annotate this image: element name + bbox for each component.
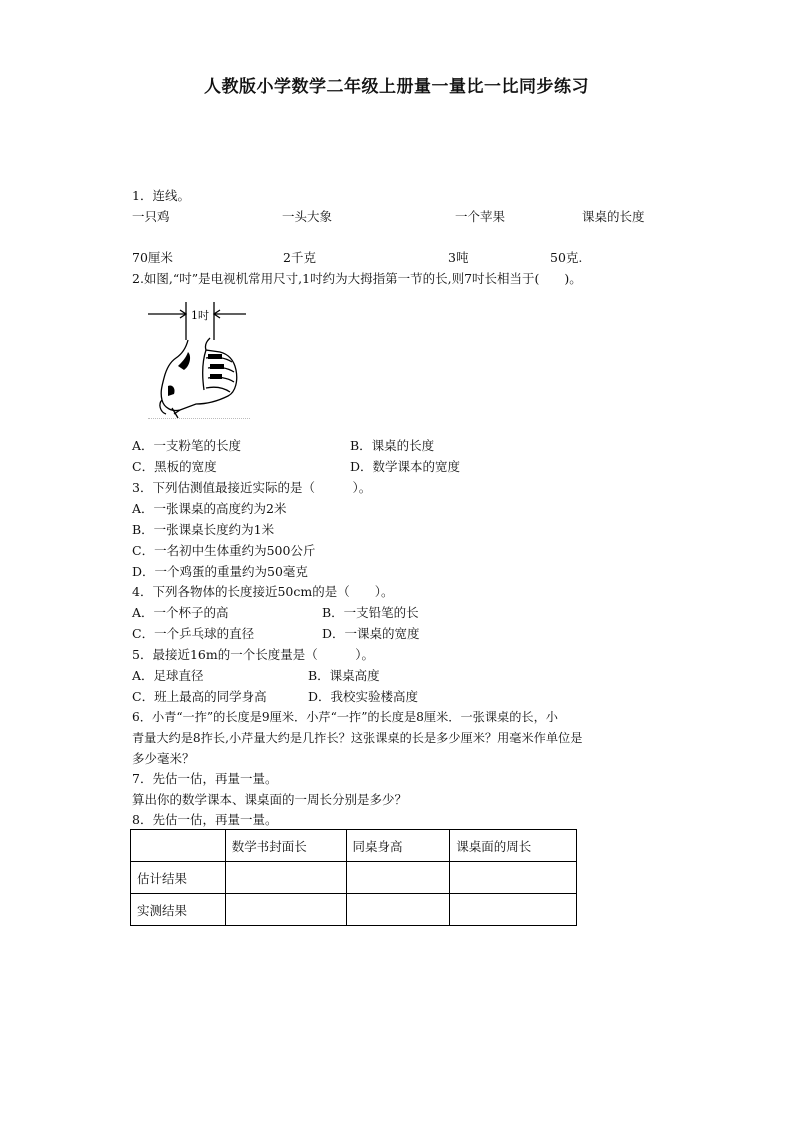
q1-bottom-item: 50克. [550, 250, 583, 265]
q4-stem: 4．下列各物体的长度接近50cm的是（ ）。 [132, 584, 394, 599]
q5-stem: 5．最接近16m的一个长度量是（ ）。 [132, 647, 374, 662]
table-cell[interactable] [346, 862, 450, 894]
q4-option-b: B．一支铅笔的长 [322, 605, 419, 620]
q3-option-b: B．一张课桌长度约为1米 [132, 522, 275, 537]
q2-option-b: B．课桌的长度 [350, 438, 435, 453]
page-title: 人教版小学数学二年级上册量一量比一比同步练习 [204, 77, 589, 97]
q2-stem: 2.如图,“吋”是电视机常用尺寸,1吋约为大拇指第一节的长,则7吋长相当于( )。 [132, 271, 582, 286]
q1-bottom-item: 3吨 [448, 250, 469, 265]
q4-option-a: A．一个杯子的高 [132, 605, 229, 620]
q1-top-item: 课桌的长度 [582, 209, 645, 224]
table-cell[interactable] [450, 862, 577, 894]
thumb-figure-label: 1吋 [191, 309, 209, 322]
table-header-cell [131, 830, 226, 862]
q2-option-d: D．数学课本的宽度 [350, 459, 461, 474]
q2-option-a: A．一支粉笔的长度 [132, 438, 242, 453]
q2-option-c: C．黑板的宽度 [132, 459, 217, 474]
q7-line: 7．先估一估，再量一量。 [132, 771, 278, 786]
q3-stem: 3．下列估测值最接近实际的是（ ）。 [132, 480, 372, 495]
figure-divider [148, 418, 250, 419]
q4-option-d: D．一课桌的宽度 [322, 626, 420, 641]
q1-bottom-item: 70厘米 [132, 250, 173, 265]
q4-option-c: C．一个乒乓球的直径 [132, 626, 255, 641]
measurement-table [130, 829, 577, 926]
q5-option-c: C．班上最高的同学身高 [132, 689, 267, 704]
q6-line: 青量大约是8拃长,小芹量大约是几拃长？这张课桌的长是多少厘米？用毫米作单位是 [132, 731, 583, 745]
thumb-figure [148, 300, 250, 420]
q3-option-d: D．一个鸡蛋的重量约为50毫克 [132, 564, 308, 579]
table-cell[interactable] [450, 894, 577, 926]
q6-line: 多少毫米？ [132, 751, 195, 766]
q1-stem: 1．连线。 [132, 188, 190, 203]
table-row-label: 实测结果 [131, 894, 226, 926]
q1-top-item: 一个苹果 [455, 209, 506, 224]
table-header-cell: 数学书封面长 [225, 830, 346, 862]
q1-bottom-item: 2千克 [283, 250, 316, 265]
q3-option-a: A．一张课桌的高度约为2米 [132, 501, 287, 516]
q5-option-a: A．足球直径 [132, 668, 204, 683]
q3-option-c: C．一名初中生体重约为500公斤 [132, 543, 316, 558]
q5-option-d: D．我校实验楼高度 [308, 689, 419, 704]
q6-line: 6．小青“一拃”的长度是9厘米．小芹“一拃”的长度是8厘米．一张课桌的长，小 [132, 710, 558, 724]
q8-stem: 8．先估一估，再量一量。 [132, 812, 278, 827]
table-cell[interactable] [225, 894, 346, 926]
q7-line: 算出你的数学课本、课桌面的一周长分别是多少？ [132, 792, 408, 807]
table-row [131, 894, 577, 926]
q5-option-b: B．课桌高度 [308, 668, 380, 683]
q1-top-item: 一只鸡 [132, 209, 170, 224]
table-header-row [131, 830, 577, 862]
table-row [131, 862, 577, 894]
table-header-cell: 同桌身高 [346, 830, 450, 862]
table-cell[interactable] [225, 862, 346, 894]
table-cell[interactable] [346, 894, 450, 926]
q1-top-item: 一头大象 [282, 209, 333, 224]
table-row-label: 估计结果 [131, 862, 226, 894]
table-header-cell: 课桌面的周长 [450, 830, 577, 862]
